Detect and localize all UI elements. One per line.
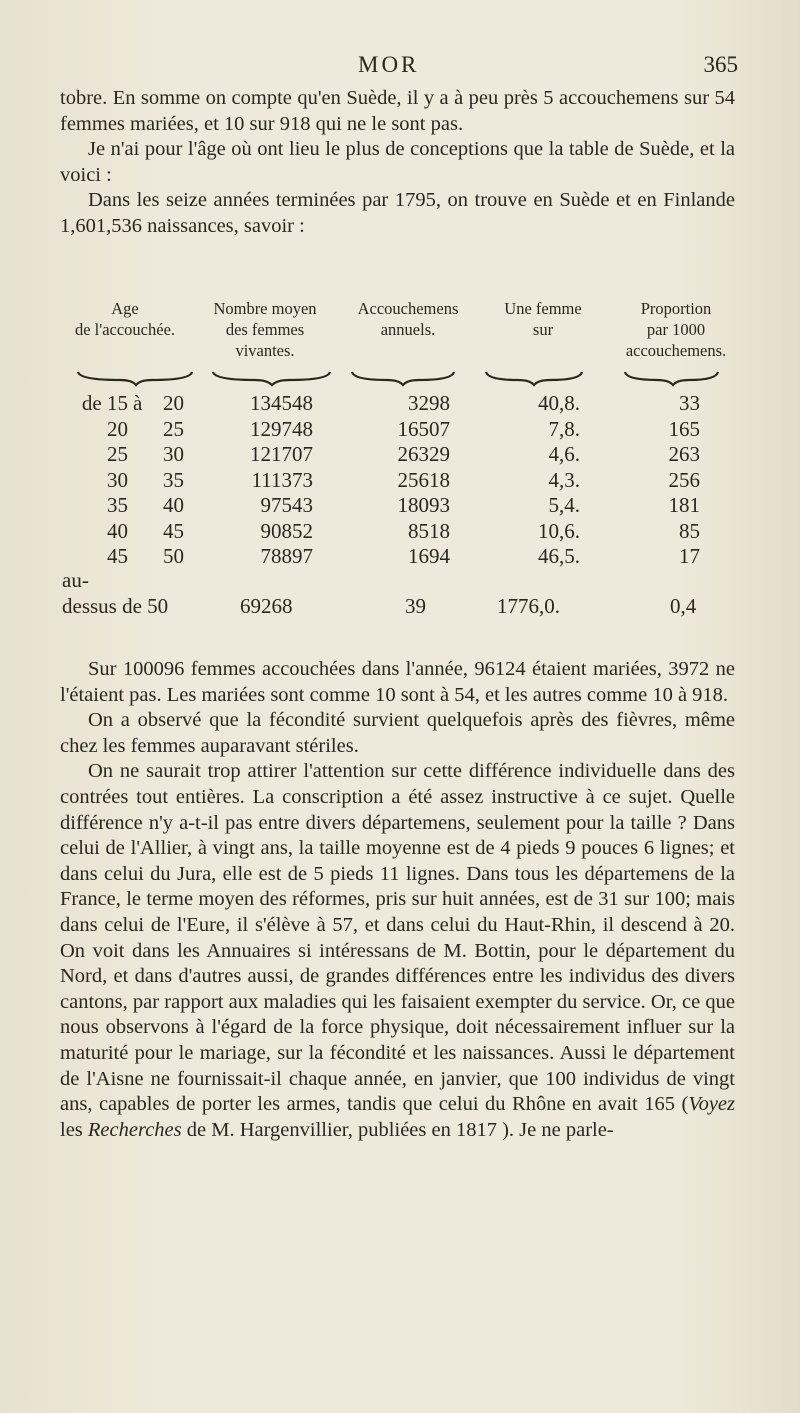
header-births-line2: annuels.: [380, 320, 436, 339]
cell-one-in: 4,3.: [548, 467, 580, 492]
cell-age-to: 40: [163, 493, 184, 517]
cell-age-from: 30: [107, 467, 128, 492]
brace-2: [213, 372, 330, 385]
table-row: [60, 442, 750, 468]
cell-prop: 256: [668, 467, 700, 492]
cell-age-to: 35: [163, 467, 184, 492]
cell-one-in: 5,4.: [548, 493, 580, 517]
brace-3: [352, 372, 454, 385]
paragraph-6-italic-voyez: Voyez: [688, 1093, 735, 1116]
cell-births: 26329: [397, 442, 450, 466]
cell-prop: 165: [668, 416, 700, 441]
paragraph-6: [60, 759, 735, 1143]
paragraph-4: Sur 100096 femmes accouchées dans l'année, 96124 étaient mariées, 3972 ne l'étaient pas. Les mariées sont comme 10 sont à 54, et les autres comme 10 à 918.: [60, 658, 735, 706]
header-age: [60, 298, 190, 340]
cell-age-to: 50: [163, 544, 184, 568]
cell-age-from: 35: [107, 493, 128, 517]
cell-one-in: 46,5.: [538, 544, 580, 568]
cell-births: 25618: [397, 467, 450, 492]
cell-births: 18093: [397, 493, 450, 517]
cell-age-from: 20: [107, 416, 128, 441]
cell-one-in: 10,6.: [538, 518, 580, 543]
cell-age-to: 25: [163, 416, 184, 441]
cell-women: 121707: [250, 442, 313, 466]
cell-women: 97543: [260, 493, 313, 517]
cell-one-in: 7,8.: [548, 416, 580, 441]
cell-prop: 33: [679, 391, 700, 415]
header-prop-line2: par 1000: [646, 320, 706, 339]
cell-a: à: [133, 391, 143, 415]
column-braces: [60, 368, 750, 388]
cell-age-from: 45: [107, 544, 128, 568]
header-births: [338, 298, 478, 340]
cell-women: 78897: [260, 544, 313, 568]
paragraph-3: Dans les seize années terminées par 1795, on trouve en Suède et en Finlande 1,601,536 naissances, savoir :: [60, 189, 735, 237]
last-row-label1: au-: [62, 568, 89, 592]
paragraph-2: Je n'ai pour l'âge où ont lieu le plus de conceptions que la table de Suède, et la voici :: [60, 138, 735, 186]
last-row-label2: dessus de 50: [62, 594, 169, 618]
cell-age-from: 40: [107, 518, 128, 543]
header-women: [195, 298, 335, 361]
cell-age-to: 20: [163, 391, 184, 415]
cell-age-from: de 15: [81, 391, 128, 415]
last-row-one-in: 1776,0.: [497, 594, 560, 618]
last-row-births: 39: [405, 594, 426, 618]
table-row: [60, 417, 750, 443]
paragraph-1: tobre. En somme on compte qu'en Suède, il y a à peu près 5 accouchemens sur 54 femmes mariées, et 10 sur 918 qui ne le sont pas.: [60, 87, 735, 135]
running-title: MOR: [358, 52, 420, 77]
header-one-in-line2: sur: [532, 320, 554, 339]
header-one-in: [478, 298, 608, 340]
last-row-women: 69268: [240, 594, 293, 618]
brace-1: [78, 372, 192, 385]
cell-prop: 17: [679, 544, 700, 568]
table-row: [60, 391, 750, 417]
page-number: 365: [703, 52, 738, 77]
table-row: [60, 468, 750, 494]
cell-women: 90852: [260, 518, 313, 543]
header-women-line3: vivantes.: [235, 341, 295, 360]
header-prop-line3: accouchemens.: [625, 341, 727, 360]
header-births-line1: Accouchemens: [357, 299, 459, 318]
paragraph-6-italic-recherches: Recherches: [87, 1118, 182, 1141]
header-age-line1: Age: [111, 299, 139, 318]
table-row: [60, 493, 750, 519]
cell-women: 134548: [250, 391, 313, 415]
cell-births: 1694: [408, 544, 450, 568]
cell-births: 16507: [397, 416, 450, 441]
brace-5: [625, 372, 718, 385]
header-proportion: [608, 298, 744, 361]
header-women-line1: Nombre moyen: [213, 299, 317, 318]
paragraph-6-c: de M. Hargenvillier, publiées en 1817 ). Je ne parle-: [181, 1118, 614, 1141]
header-age-line2: de l'accouchée.: [74, 320, 176, 339]
paragraph-5: On a observé que la fécondité survient quelquefois après des fièvres, même chez les femmes auparavant stériles.: [60, 709, 735, 757]
cell-one-in: 4,6.: [548, 442, 580, 466]
paragraph-6-b: les: [60, 1118, 88, 1141]
intro-text: [60, 86, 735, 240]
cell-births: 8518: [408, 518, 450, 543]
cell-women: 111373: [251, 467, 313, 492]
cell-prop: 85: [679, 518, 700, 543]
cell-prop: 181: [668, 493, 700, 517]
cell-births: 3298: [408, 391, 450, 415]
last-row-prop: 0,4: [670, 594, 697, 618]
running-head: [0, 52, 800, 84]
birth-table: [60, 298, 750, 633]
paragraph-6-a: On ne saurait trop attirer l'attention sur cette différence individuelle dans des contrées tout entières. La conscription a été assez instructive à ce sujet. Quelle différence n'y a-t-il pas entre divers départemens, seulement pour la taille ? Dans celui de l'Allier, à vingt ans, la taille moyenne est de 4 pieds 9 pouces 6 lignes; et dans celui du Jura, elle est de 5 pieds 11 lignes. Dans tous les départemens de la France, le terme moyen des réformes, pris sur huit années, est de 31 sur 100; mais dans celui de l'Eure, il s'élève à 57, et dans celui du Haut-Rhin, il descend à 20. On voit dans les Annuaires si intéressans de M. Bottin, pour le département du Nord, et dans d'autres aussi, de grandes différences entre les individus des divers cantons, par rapport aux maladies qui les faisaient exempter du service. Or, ce que nous observons à l'égard de la force physique, doit nécessairement influer sur la maturité pour le mariage, sur la fécondité et les naissances. Aussi le département de l'Aisne ne fournissait-il chaque année, en janvier, que 100 individus de vingt ans, capables de porter les armes, tandis que celui du Rhône en avait 165 (: [60, 760, 735, 1116]
cell-age-to: 45: [163, 518, 184, 543]
cell-women: 129748: [250, 416, 313, 441]
header-one-in-line1: Une femme: [504, 299, 582, 318]
cell-one-in: 40,8.: [538, 391, 580, 415]
cell-age-to: 30: [163, 442, 184, 466]
header-prop-line1: Proportion: [640, 299, 712, 318]
header-women-line2: des femmes: [225, 320, 305, 339]
body-text: [60, 657, 735, 1143]
brace-4: [486, 372, 582, 385]
table-row: [60, 519, 750, 545]
cell-prop: 263: [668, 442, 700, 466]
table-row: [60, 544, 750, 570]
cell-age-from: 25: [107, 442, 128, 466]
